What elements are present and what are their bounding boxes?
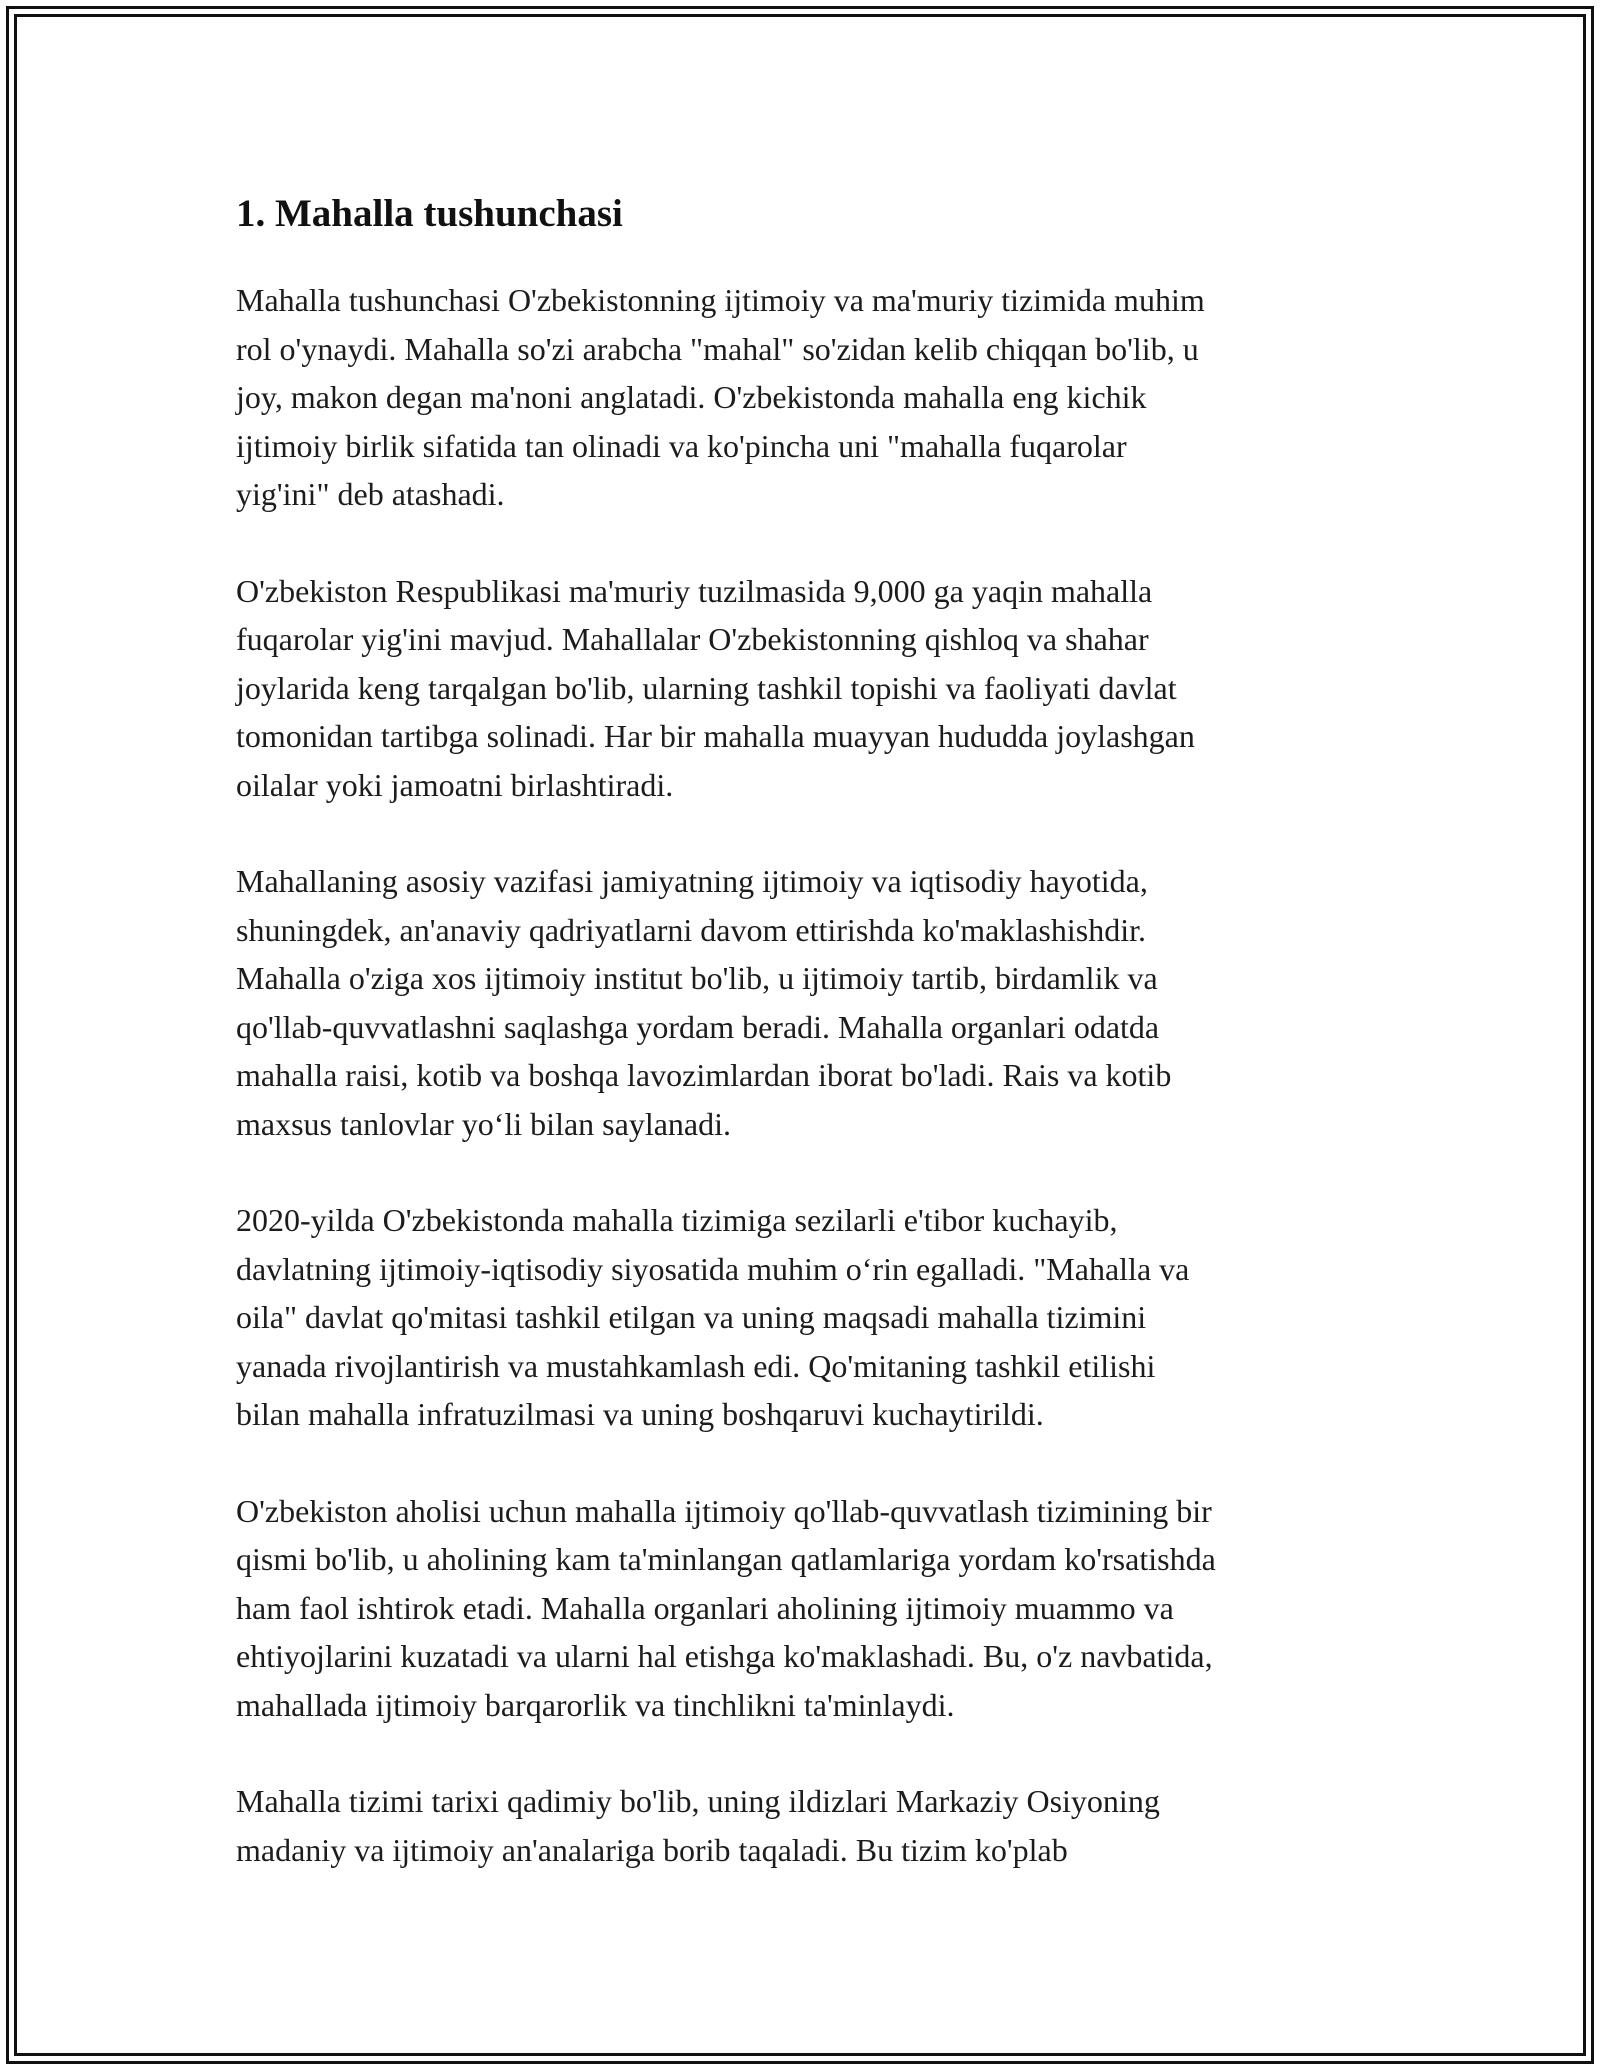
paragraph [236,857,1366,1148]
text-line: O'zbekiston aholisi uchun mahalla ijtimoiy qo'llab-quvvatlash tizimining bir [236,1492,1212,1529]
text-line: madaniy va ijtimoiy an'analariga borib taqaladi. Bu tizim ko'plab [236,1831,1068,1868]
text-line: maxsus tanlovlar yo‘li bilan saylanadi. [236,1105,731,1142]
text-line: joy, makon degan ma'noni anglatadi. O'zbekistonda mahalla eng kichik [236,379,1147,415]
paragraph [236,276,1366,519]
section-heading: 1. Mahalla tushunchasi [236,192,623,235]
text-line: yanada rivojlantirish va mustahkamlash edi. Qo'mitaning tashkil etilishi [236,1347,1156,1384]
text-line: oilalar yoki jamoatni birlashtiradi. [236,766,674,803]
paragraph [236,1196,1366,1439]
text-line: Mahalla o'ziga xos ijtimoiy institut bo'lib, u ijtimoiy tartib, birdamlik va [236,960,1158,996]
text-line: Mahalla tizimi tarixi qadimiy bo'lib, uning ildizlari Markaziy Osiyoning [236,1783,1160,1819]
text-line: ehtiyojlarini kuzatadi va ularni hal etishga ko'maklashadi. Bu, o'z navbatida, [236,1638,1213,1674]
text-line: ijtimoiy birlik sifatida tan olinadi va ko'pincha uni "mahalla fuqarolar [236,427,1127,464]
text-line: qismi bo'lib, u aholining kam ta'minlangan qatlamlariga yordam ko'rsatishda [236,1541,1216,1577]
text-line: ham faol ishtirok etadi. Mahalla organlari aholining ijtimoiy muammo va [236,1589,1174,1626]
paragraph [236,567,1366,810]
text-line: oila" davlat qo'mitasi tashkil etilgan va uning maqsadi mahalla tizimini [236,1299,1147,1335]
paragraph [236,1777,1366,1874]
text-line: Mahallaning asosiy vazifasi jamiyatning ijtimoiy va iqtisodiy hayotida, [236,863,1148,899]
text-line: shuningdek, an'anaviy qadriyatlarni davom ettirishda ko'maklashishdir. [236,911,1146,948]
text-line: mahalla raisi, kotib va boshqa lavozimlardan iborat bo'ladi. Rais va kotib [236,1057,1172,1093]
text-line: mahallada ijtimoiy barqarorlik va tinchlikni ta'minlaydi. [236,1686,955,1723]
text-line: Mahalla tushunchasi O'zbekistonning ijtimoiy va ma'muriy tizimida muhim [236,282,1205,318]
paragraph [236,1487,1366,1730]
text-line: 2020-yilda O'zbekistonda mahalla tizimiga sezilarli e'tibor kuchayib, [236,1202,1118,1238]
document-body [236,185,1366,1922]
text-line: rol o'ynaydi. Mahalla so'zi arabcha "mahal" so'zidan kelib chiqqan bo'lib, u [236,330,1199,367]
text-line: davlatning ijtimoiy-iqtisodiy siyosatida muhim o‘rin egalladi. "Mahalla va [236,1250,1190,1287]
text-line: bilan mahalla infratuzilmasi va uning boshqaruvi kuchaytirildi. [236,1396,1044,1432]
paragraph-list [236,276,1366,1874]
text-line: O'zbekiston Respublikasi ma'muriy tuzilmasida 9,000 ga yaqin mahalla [236,572,1153,609]
text-line: fuqarolar yig'ini mavjud. Mahallalar O'zbekistonning qishloq va shahar [236,621,1149,657]
text-line: yig'ini" deb atashadi. [236,476,505,512]
text-line: joylarida keng tarqalgan bo'lib, ularning tashkil topishi va faoliyati davlat [236,669,1177,706]
text-line: qo'llab-quvvatlashni saqlashga yordam beradi. Mahalla organlari odatda [236,1008,1160,1045]
text-line: tomonidan tartibga solinadi. Har bir mahalla muayyan hududda joylashgan [236,718,1195,754]
